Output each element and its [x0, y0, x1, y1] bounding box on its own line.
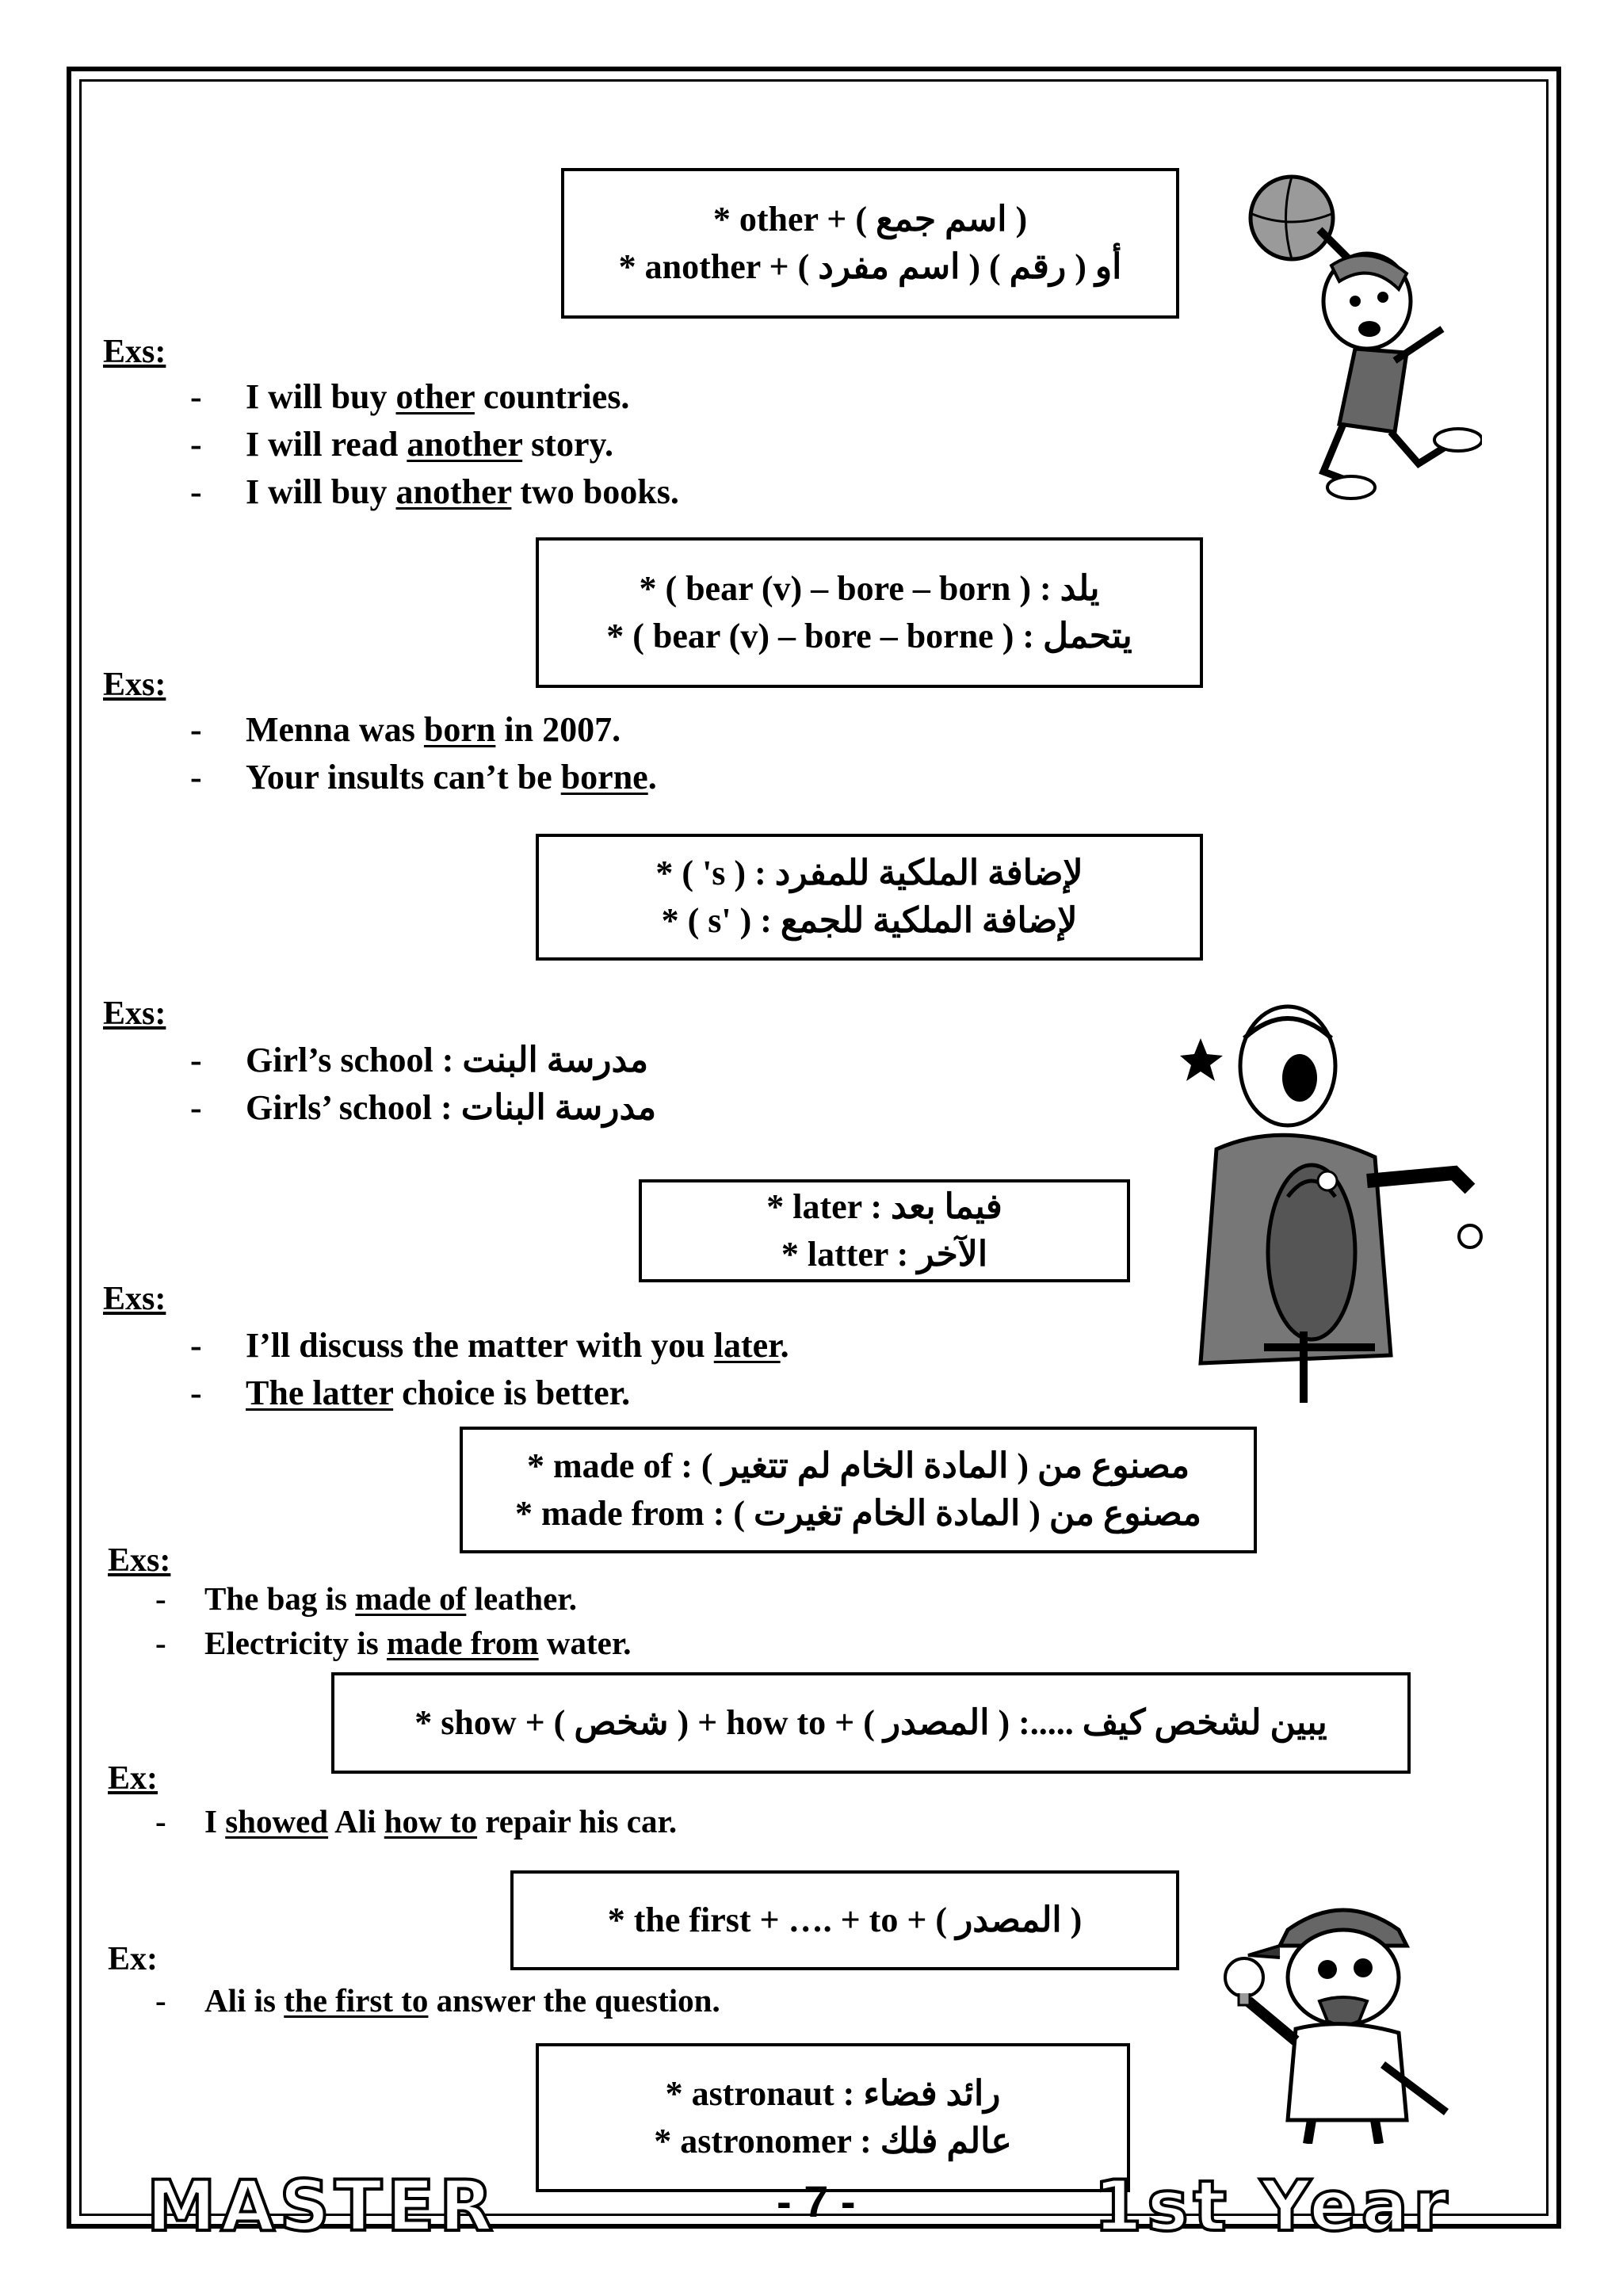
rule-line: * astronomer : عالم فلك [654, 2122, 1012, 2160]
rule-line: * ( bear (v) – bore – borne ) : يتحمل [606, 617, 1132, 655]
example-line: - Girls’ school : مدرسة البنات [190, 1088, 657, 1127]
example-line: - I showed Ali how to repair his car. [155, 1803, 678, 1839]
example-heading: Ex: [108, 1760, 158, 1797]
rule-line: * show + ( شخص ) + how to + ( المصدر ) :..... يبين لشخص كيف [414, 1703, 1327, 1742]
example-line: - Your insults can’t be borne. [190, 758, 657, 797]
rule-box-the-first [510, 1870, 1179, 1970]
footer-left-title: MASTER [147, 2165, 498, 2247]
examples-heading: Exs: [103, 1281, 166, 1317]
example-line: - I’ll discuss the matter with you later. [190, 1326, 789, 1365]
footer-right-title: 1st Year [1094, 2165, 1453, 2247]
example-line: - I will buy other countries. [190, 377, 630, 416]
rule-line: * ( 's ) : لإضافة الملكية للمفرد [655, 854, 1083, 892]
rule-box-later-latter [639, 1179, 1130, 1282]
rule-line: * made from : ( المادة الخام تغيرت ) مصنوع من [515, 1494, 1201, 1533]
rule-box-possessive [536, 834, 1203, 961]
rule-box-show-how-to [331, 1672, 1411, 1774]
examples-heading: Exs: [103, 995, 166, 1032]
rule-line: * ( s' ) : لإضافة الملكية للجمع [661, 901, 1078, 940]
example-line: - The bag is made of leather. [155, 1580, 577, 1617]
example-line: - Menna was born in 2007. [190, 710, 621, 749]
rule-line: * other + ( اسم جمع ) [712, 200, 1028, 239]
rule-line: * astronaut : رائد فضاء [665, 2074, 1001, 2113]
example-line: - The latter choice is better. [190, 1373, 631, 1412]
man-with-parrot-illustration [1169, 991, 1502, 1403]
rule-box-astronaut [536, 2043, 1130, 2192]
example-line: - I will read another story. [190, 425, 614, 464]
rule-line: * made of : ( المادة الخام لم تتغير ) مصنوع من [526, 1446, 1190, 1485]
example-line: - I will buy another two books. [190, 472, 679, 511]
rule-line: * ( bear (v) – bore – born ) : يلد [639, 569, 1100, 608]
rule-line: * latter : الآخر [781, 1235, 988, 1274]
rule-line: * later : فيما بعد [766, 1187, 1002, 1226]
example-line: - Ali is the first to answer the question. [155, 1982, 720, 2019]
basketball-player-illustration [1236, 170, 1482, 507]
example-heading: Ex: [108, 1941, 158, 1977]
examples-heading: Exs: [103, 667, 166, 703]
rule-line: * the first + …. + to + ( المصدر ) [607, 1901, 1083, 1939]
examples-heading: Exs: [108, 1542, 171, 1579]
rule-box-made-of-from [460, 1427, 1257, 1553]
example-line: - Girl’s school : مدرسة البنت [190, 1041, 649, 1079]
example-line: - Electricity is made from water. [155, 1625, 632, 1661]
rule-box-other-another [561, 168, 1179, 319]
man-with-lightbulb-illustration [1216, 1882, 1470, 2144]
rule-box-bear [536, 537, 1203, 688]
examples-heading: Exs: [103, 334, 166, 370]
rule-line: * another + ( اسم مفرد ) أو ( رقم ) [618, 247, 1122, 286]
page-number: - 7 - [777, 2176, 856, 2226]
